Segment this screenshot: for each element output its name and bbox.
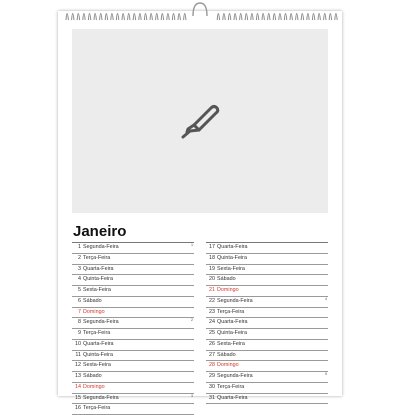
day-number: 24: [209, 319, 215, 326]
day-row[interactable]: [72, 286, 194, 297]
day-row[interactable]: [72, 383, 194, 394]
day-row[interactable]: [72, 243, 194, 254]
wire-loop: [116, 14, 118, 21]
wire-loop: [228, 14, 230, 21]
wire-loop: [234, 14, 236, 21]
wire-loop: [139, 14, 141, 21]
wire-loop: [296, 14, 298, 21]
wire-loop: [133, 14, 135, 21]
wire-loop: [307, 14, 309, 21]
weekday-name: Terça-Feira: [83, 330, 111, 336]
day-number: 21: [209, 287, 215, 293]
wire-loop: [251, 14, 253, 21]
wire-loop: [217, 14, 219, 21]
day-row[interactable]: [72, 308, 194, 319]
day-number: 5: [78, 287, 81, 293]
day-row[interactable]: [206, 394, 328, 405]
day-row[interactable]: [206, 361, 328, 372]
weekday-name: Quarta-Feira: [217, 319, 248, 326]
calendar-page: [58, 11, 342, 412]
weekday-name: Terça-Feira: [217, 383, 245, 390]
wire-loop: [273, 14, 275, 21]
weekday-name: Quinta-Feira: [217, 330, 247, 336]
month-title: Janeiro: [73, 223, 127, 240]
weekday-name: Sexta-Feira: [217, 265, 245, 272]
day-number: 20: [209, 276, 215, 283]
wire-loop: [167, 14, 169, 21]
day-row[interactable]: [206, 329, 328, 340]
week-number: 1: [191, 243, 193, 247]
day-number: 28: [209, 362, 215, 369]
wire-loop: [223, 14, 225, 21]
day-row[interactable]: [206, 351, 328, 362]
day-row[interactable]: [206, 372, 328, 383]
day-number: 17: [209, 244, 215, 250]
wire-loop: [83, 14, 85, 21]
weekday-name: Quinta-Feira: [217, 254, 247, 261]
weekday-name: Domingo: [83, 383, 105, 390]
day-number: 27: [209, 351, 215, 358]
day-number: 23: [209, 308, 215, 315]
weekday-name: Quinta-Feira: [83, 276, 113, 283]
day-row[interactable]: [72, 372, 194, 383]
weekday-name: Sexta-Feira: [83, 362, 111, 369]
weekday-name: Quarta-Feira: [83, 340, 114, 347]
wire-loop: [105, 14, 107, 21]
day-number: 18: [209, 254, 215, 261]
wire-loop: [318, 14, 320, 21]
day-row[interactable]: [72, 329, 194, 340]
wire-loop: [284, 14, 286, 21]
day-row[interactable]: [206, 297, 328, 308]
weekday-name: Sexta-Feira: [83, 287, 111, 293]
day-row[interactable]: [72, 404, 194, 415]
day-number: 8: [78, 319, 81, 326]
day-number: 7: [78, 308, 81, 315]
day-row[interactable]: [206, 254, 328, 265]
weekday-name: Terça-Feira: [83, 254, 111, 261]
day-row[interactable]: [72, 394, 194, 405]
day-number: 31: [209, 394, 215, 401]
days-column-right: [206, 242, 328, 404]
day-number: 6: [78, 297, 81, 304]
day-row[interactable]: [72, 340, 194, 351]
day-row[interactable]: [206, 383, 328, 394]
week-number: 3: [191, 393, 193, 398]
weekday-name: Sexta-Feira: [217, 340, 245, 347]
day-number: 11: [75, 351, 81, 358]
weekday-name: Segunda-Feira: [217, 373, 253, 379]
day-row[interactable]: [72, 275, 194, 286]
wire-loop: [301, 14, 303, 21]
wire-loop: [335, 14, 337, 21]
wire-loop: [324, 14, 326, 21]
wire-loop: [329, 14, 331, 21]
weekday-name: Domingo: [217, 362, 239, 369]
wire-loop: [88, 14, 90, 21]
weekday-name: Quarta-Feira: [83, 265, 114, 272]
weekday-name: Domingo: [83, 308, 105, 315]
weekday-name: Segunda-Feira: [83, 319, 119, 326]
day-row[interactable]: [72, 297, 194, 308]
day-number: 10: [75, 340, 81, 347]
wire-loop: [111, 14, 113, 21]
day-number: 14: [75, 383, 81, 390]
day-row[interactable]: [72, 265, 194, 276]
day-row[interactable]: [72, 318, 194, 329]
day-row[interactable]: [206, 308, 328, 319]
wire-loop: [100, 14, 102, 21]
wire-loop: [312, 14, 314, 21]
weekday-name: Quinta-Feira: [83, 351, 113, 358]
day-number: 30: [209, 383, 215, 390]
day-row[interactable]: [72, 254, 194, 265]
days-column-left: [72, 242, 194, 415]
wire-loop: [268, 14, 270, 21]
wire-loop: [245, 14, 247, 21]
day-number: 15: [75, 394, 81, 401]
weekday-name: Segunda-Feira: [83, 244, 119, 250]
day-row[interactable]: [206, 340, 328, 351]
weekday-name: Sábado: [217, 276, 236, 283]
day-number: 19: [209, 265, 215, 272]
day-number: 13: [75, 373, 81, 379]
weekday-name: Sábado: [83, 373, 102, 379]
weekday-name: Quarta-Feira: [217, 244, 248, 250]
weekday-name: Segunda-Feira: [217, 297, 253, 304]
wire-loop: [172, 14, 174, 21]
week-number: 5: [325, 372, 327, 376]
wire-loop: [279, 14, 281, 21]
day-row[interactable]: [206, 265, 328, 276]
wire-loop: [122, 14, 124, 21]
wire-loop: [94, 14, 96, 21]
wire-loop: [262, 14, 264, 21]
wire-loop: [128, 14, 130, 21]
wire-loop: [290, 14, 292, 21]
weekday-name: Sábado: [217, 351, 236, 358]
wire-binding: [58, 6, 342, 22]
wire-loop: [144, 14, 146, 21]
day-number: 2: [78, 254, 81, 261]
week-number: 4: [325, 296, 327, 301]
weekday-name: Terça-Feira: [217, 308, 245, 315]
wire-loop: [66, 14, 68, 21]
day-number: 3: [78, 265, 81, 272]
pen-icon: [180, 99, 220, 139]
day-row[interactable]: [206, 243, 328, 254]
weekday-name: Domingo: [217, 287, 239, 293]
photo-placeholder[interactable]: [72, 29, 328, 213]
wire-loop: [156, 14, 158, 21]
week-number: 2: [191, 318, 193, 323]
wire-loop: [161, 14, 163, 21]
wire-loop: [178, 14, 180, 21]
weekday-name: Sábado: [83, 297, 102, 304]
weekday-name: Terça-Feira: [83, 405, 111, 412]
day-number: 4: [78, 276, 81, 283]
weekday-name: Segunda-Feira: [83, 394, 119, 401]
day-row[interactable]: [72, 351, 194, 362]
wire-loop: [184, 14, 186, 21]
day-number: 12: [75, 362, 81, 369]
day-number: 16: [75, 405, 81, 412]
wire-loop: [256, 14, 258, 21]
day-number: 9: [78, 330, 81, 336]
day-number: 1: [78, 244, 81, 250]
day-number: 25: [209, 330, 215, 336]
day-number: 26: [209, 340, 215, 347]
day-row[interactable]: [72, 361, 194, 372]
day-row[interactable]: [206, 286, 328, 297]
day-number: 22: [209, 297, 215, 304]
wire-loop: [240, 14, 242, 21]
wire-loop: [77, 14, 79, 21]
day-row[interactable]: [206, 275, 328, 286]
day-number: 29: [209, 373, 215, 379]
weekday-name: Quarta-Feira: [217, 394, 248, 401]
wire-loop: [72, 14, 74, 21]
day-row[interactable]: [206, 318, 328, 329]
wire-loop: [150, 14, 152, 21]
